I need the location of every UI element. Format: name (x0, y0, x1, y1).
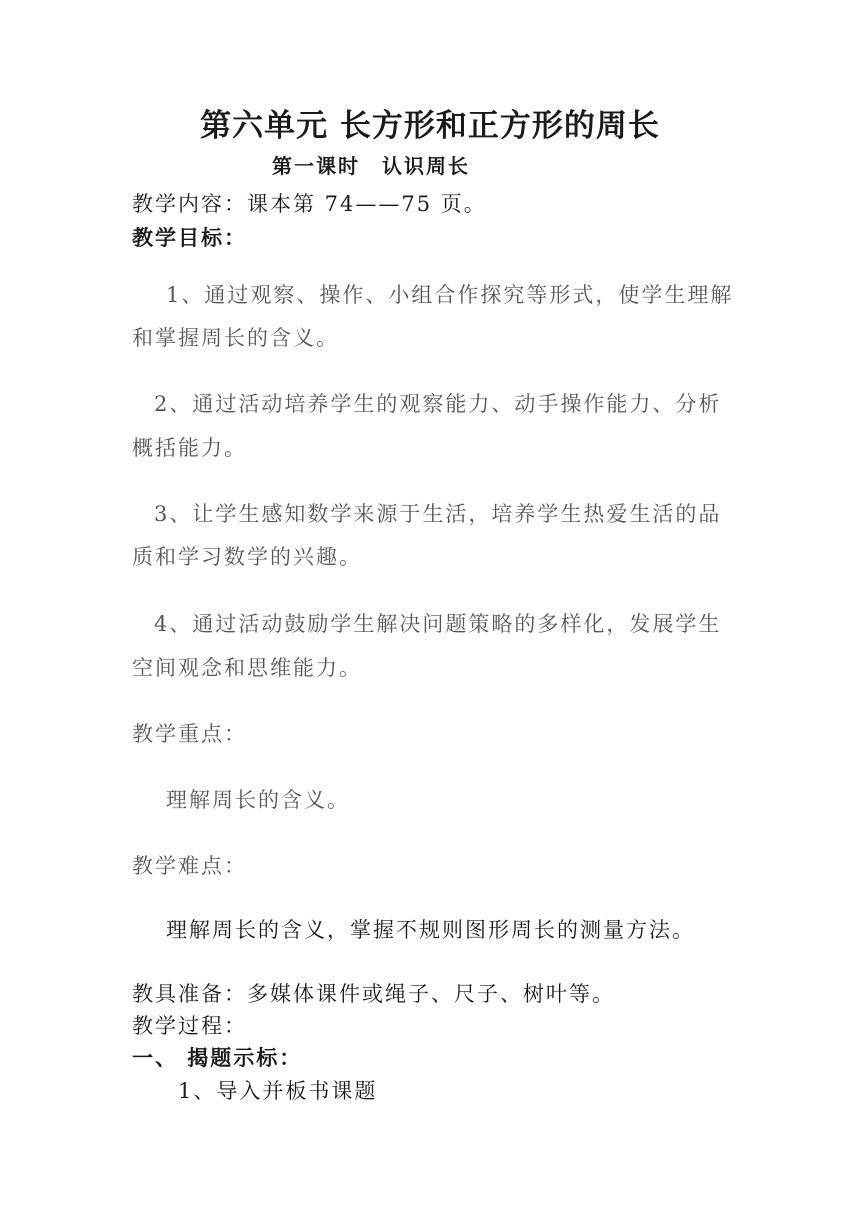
objective-1-line-2: 和掌握周长的含义。 (132, 326, 339, 350)
objective-4-line-2: 空间观念和思维能力。 (132, 656, 362, 680)
difficulty-text: 理解周长的含义，掌握不规则图形周长的测量方法。 (166, 918, 695, 942)
teaching-content: 教学内容：课本第 74——75 页。 (132, 192, 487, 216)
difficulty-heading: 教学难点： (132, 854, 247, 878)
key-point-text: 理解周长的含义。 (166, 788, 350, 812)
objective-2-line-2: 概括能力。 (132, 436, 247, 460)
key-point-heading: 教学重点： (132, 722, 247, 746)
materials-line: 教具准备：多媒体课件或绳子、尺子、树叶等。 (132, 982, 615, 1006)
objectives-heading: 教学目标： (132, 226, 247, 250)
objective-2-line-1: 2、通过活动培养学生的观察能力、动手操作能力、分析 (154, 392, 722, 416)
objective-3-line-2: 质和学习数学的兴趣。 (132, 545, 362, 569)
objective-4-line-1: 4、通过活动鼓励学生解决问题策略的多样化，发展学生 (154, 612, 722, 636)
section-1-heading: 一、 揭题示标： (132, 1046, 303, 1070)
objective-3-line-1: 3、让学生感知数学来源于生活，培养学生热爱生活的品 (154, 502, 722, 526)
step-1-text: 1、导入并板书课题 (178, 1079, 378, 1103)
objective-1-line-1: 1、通过观察、操作、小组合作探究等形式，使学生理解 (166, 283, 734, 307)
page-title: 第六单元 长方形和正方形的周长 (200, 108, 660, 144)
process-heading: 教学过程： (132, 1014, 247, 1038)
lesson-subtitle: 第一课时 认识周长 (272, 154, 470, 178)
